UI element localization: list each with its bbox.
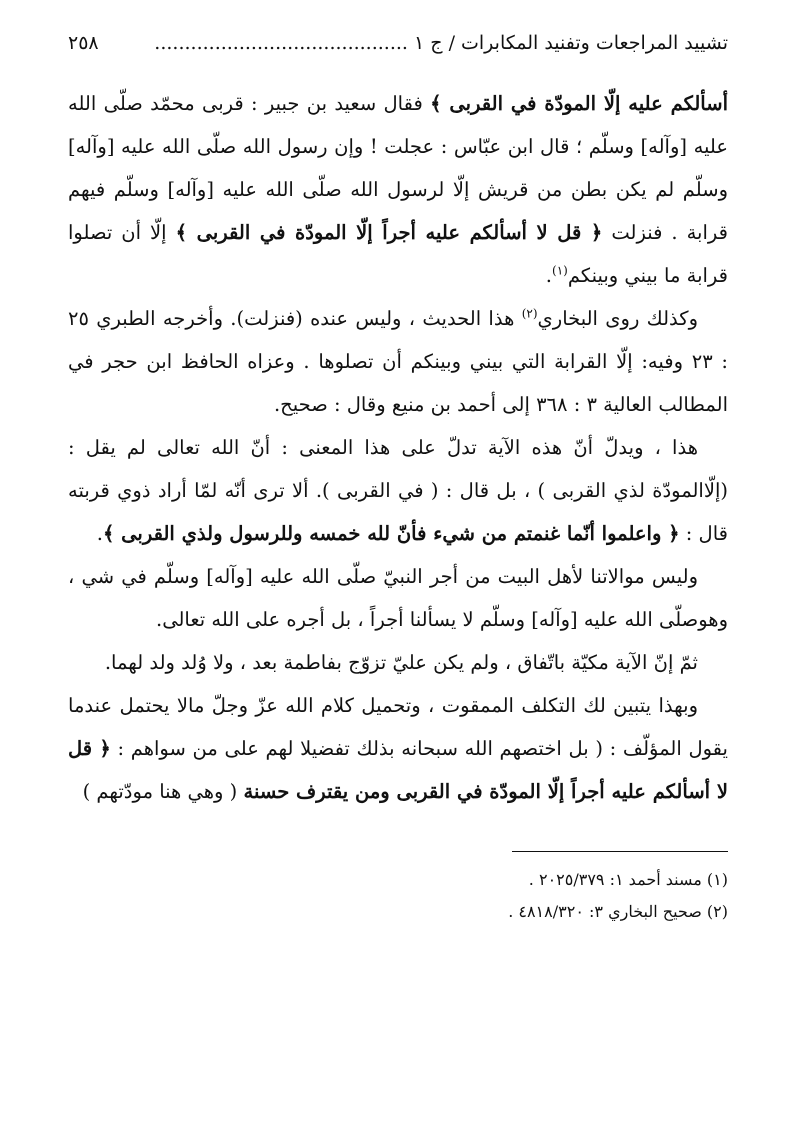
main-text xyxy=(68,82,728,813)
footnote-separator xyxy=(512,851,728,852)
paragraph-1-end: . xyxy=(545,264,552,287)
text-run-1: فقال سعيد بن جبير : قربى محمّد صلّى الله عليه [وآله] وسلّم ؛ قال ابن عبّاس : عجلت ! وإن رسول الله صلّى الله عليه [وآله] وسلّم لم يكن بطن من قريش إلّا لرسول الله صلّى الله عليه [وآله] وسلّم فيهم قرابة . فنزلت xyxy=(68,92,728,244)
footnote-1: (١) مسند أحمد ١: ٢٠٢٥/٣٧٩ . xyxy=(528,870,728,889)
quran-quote-1: ﴿ واعلموا أنّما غنمتم من شيء فأنّ لله خمسه وللرسول ولذي القربى ﴾ xyxy=(102,522,680,545)
paragraph-2-start: وكذلك روى البخاري xyxy=(537,307,698,330)
paragraph-5: ثمّ إنّ الآية مكيّة باتّفاق ، ولم يكن عليّ تزوّج بفاطمة بعد ، ولا وُلد ولد لهما. xyxy=(104,651,698,674)
quran-quote-2: ﴿ قل لا أسألكم عليه أجراً إلّا المودّة في القربى ﴾ xyxy=(175,221,603,244)
paragraph-6 xyxy=(68,684,728,813)
paragraph-1 xyxy=(68,82,728,297)
paragraph-3-runs xyxy=(68,436,728,545)
page-number: ٢٥٨ xyxy=(68,32,99,54)
page xyxy=(68,28,728,928)
paragraph-6-runs xyxy=(68,694,728,803)
paragraph-4: وليس موالاتنا لأهل البيت من أجر النبيّ صلّى الله عليه [وآله] وسلّم في شي ، وهوصلّى الله عليه [وآله] وسلّم لا يسألنا أجراً ، بل أجره على الله تعالى. xyxy=(68,565,728,631)
footnote-ref-1: (١) xyxy=(552,263,568,278)
paragraph-1-runs xyxy=(68,92,728,287)
footnote-2: (٢) صحيح البخاري ٣: ٤٨١٨/٣٢٠ . xyxy=(508,902,728,921)
quran-quote-0: أسألكم عليه إلّا المودّة في القربى ﴾ xyxy=(430,92,728,115)
text-run-2: . xyxy=(96,522,103,545)
paragraph-2-rest: هذا الحديث ، وليس عنده (فنزلت). وأخرجه الطبري ٢٥ : ٢٣ وفيه: إلّا القرابة التي بيني وبينكم أن تصلوها . وعزاه الحافظ ابن حجر في المطالب العالية ٣ : ٣٦٨ إلى أحمد بن منيع وقال : صحيح. xyxy=(68,307,728,416)
running-title: تشييد المراجعات وتفنيد المكابرات / ج ١ .......................................... xyxy=(154,32,728,54)
text-run-2: ( وهي هنا مودّتهم ) xyxy=(82,780,244,803)
footnote-ref-2: (٢) xyxy=(521,306,538,321)
paragraph-2 xyxy=(68,297,728,426)
text-run-0: وبهذا يتبين لك التكلف الممقوت ، وتحميل كلام الله عزّ وجلّ مالا يحتمل عندما يقول المؤلّف : ( بل اختصهم الله سبحانه بذلك تفضيلا لهم على من سواهم : xyxy=(68,694,728,760)
footnotes xyxy=(68,864,728,928)
page-header xyxy=(68,28,728,62)
text-run-0: هذا ، ويدلّ أنّ هذه الآية تدلّ على هذا المعنى : أنّ الله تعالى لم يقل : (إلّاالمودّة لذي القربى ) ، بل قال : ( في القربى ). ألا ترى أنّه لمّا أراد ذوي قربته قال : xyxy=(68,436,728,545)
quran-quote-1: ﴿ قل لا أسألكم عليه أجراً إلّا المودّة في القربى ومن يقترف حسنة xyxy=(68,737,728,803)
text-run-3: إلّا أن تصلوا قرابة ما بيني وبينكم xyxy=(68,221,728,287)
paragraph-3 xyxy=(68,426,728,555)
